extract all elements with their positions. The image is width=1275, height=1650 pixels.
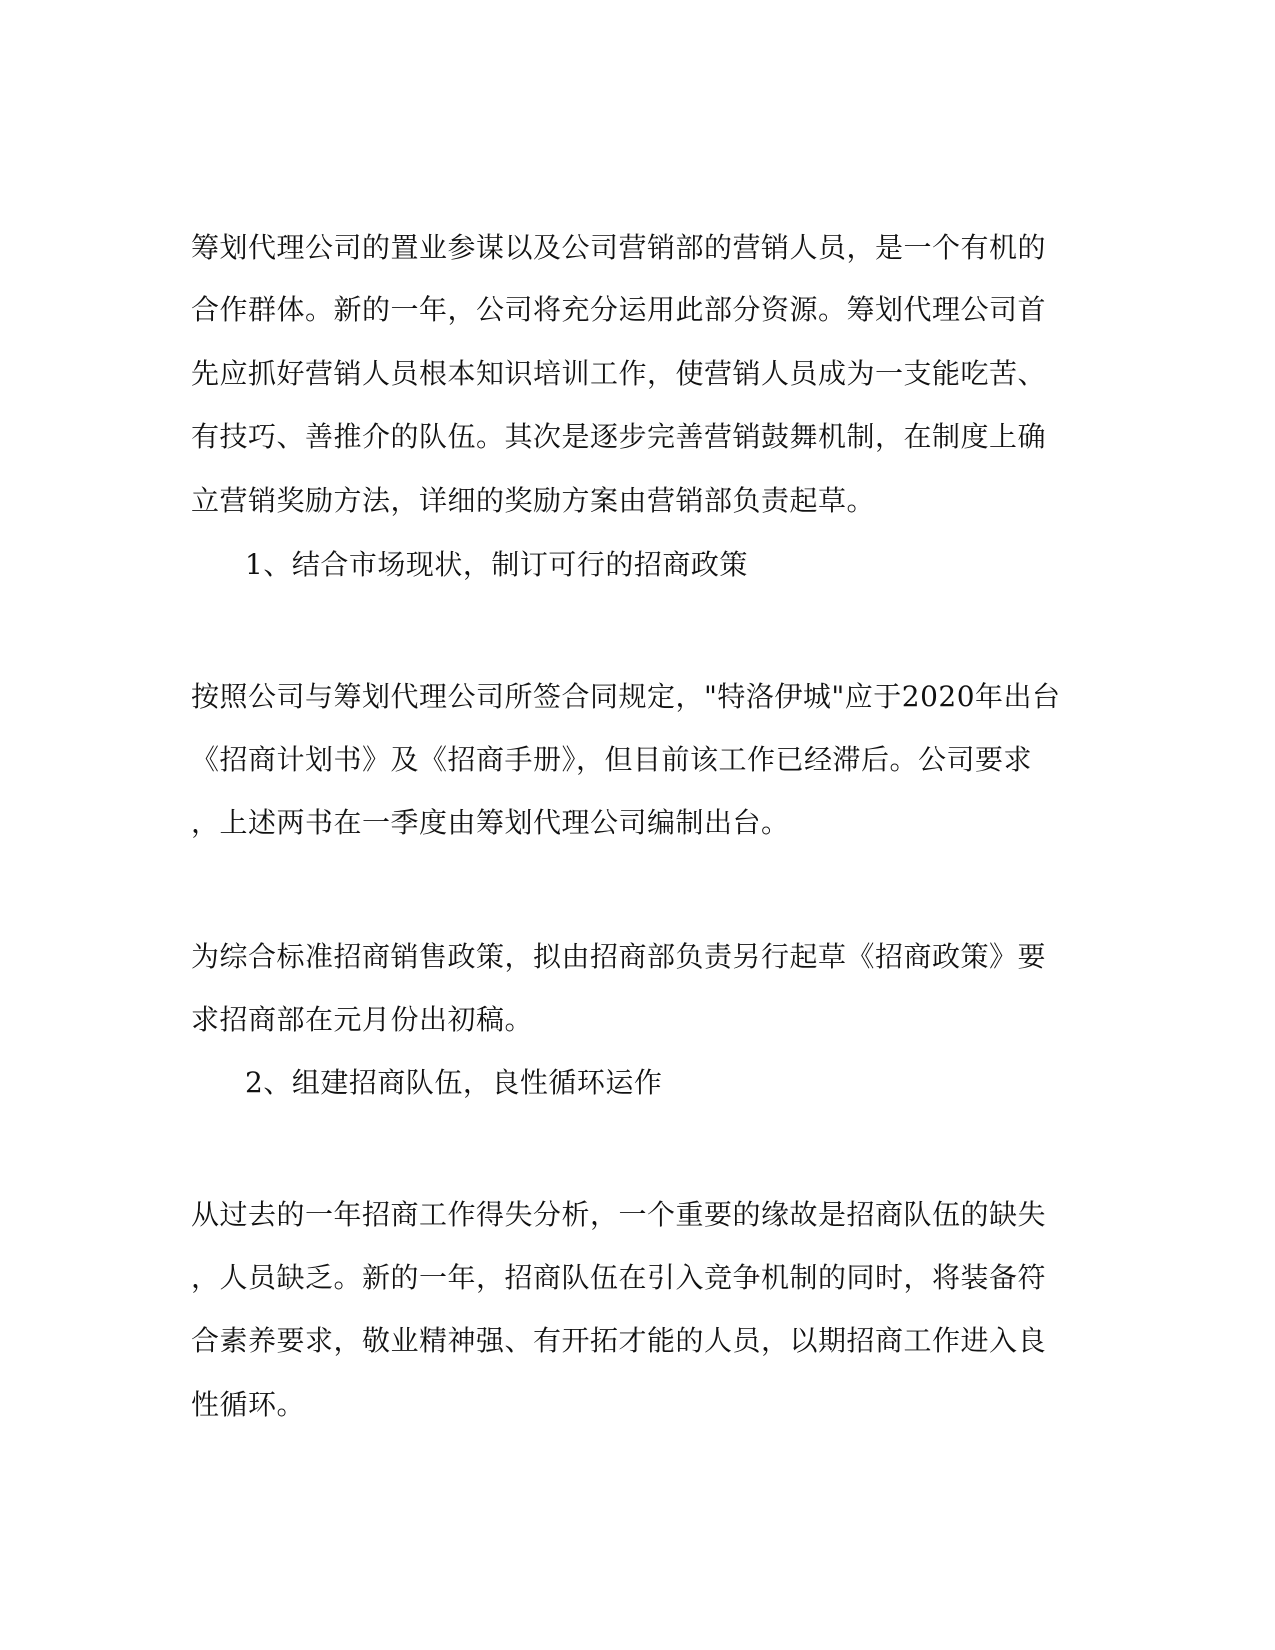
paragraph-1-line-1: 筹划代理公司的置业参谋以及公司营销部的营销人员，是一个有机的 — [191, 231, 1047, 264]
paragraph-1-line-5: 立营销奖励方法，详细的奖励方案由营销部负责起草。 — [191, 484, 876, 517]
paragraph-1-line-3: 先应抓好营销人员根本知识培训工作，使营销人员成为一支能吃苦、 — [191, 357, 1047, 390]
paragraph-3-line-1: 为综合标准招商销售政策，拟由招商部负责另行起草《招商政策》要 — [191, 940, 1047, 973]
paragraph-4-line-2: ，人员缺乏。新的一年，招商队伍在引入竞争机制的同时，将装备符 — [191, 1261, 1047, 1294]
paragraph-4-line-4: 性循环。 — [191, 1388, 306, 1421]
paragraph-2-line-1: 按照公司与筹划代理公司所签合同规定，"特洛伊城"应于2020年出台 — [191, 680, 1061, 713]
paragraph-1-line-2: 合作群体。新的一年，公司将充分运用此部分资源。筹划代理公司首 — [191, 293, 1047, 326]
paragraph-1-line-4: 有技巧、善推介的队伍。其次是逐步完善营销鼓舞机制，在制度上确 — [191, 420, 1047, 453]
paragraph-2-line-2: 《招商计划书》及《招商手册》，但目前该工作已经滞后。公司要求 — [191, 743, 1033, 776]
paragraph-3-line-2: 求招商部在元月份出初稿。 — [191, 1003, 534, 1036]
paragraph-4-line-3: 合素养要求，敬业精神强、有开拓才能的人员，以期招商工作进入良 — [191, 1324, 1047, 1357]
paragraph-4-line-1: 从过去的一年招商工作得失分析，一个重要的缘故是招商队伍的缺失 — [191, 1198, 1047, 1231]
section-heading-2: 2、组建招商队伍，良性循环运作 — [245, 1066, 663, 1099]
section-heading-1: 1、结合市场现状，制订可行的招商政策 — [245, 548, 748, 581]
paragraph-2-line-3: ，上述两书在一季度由筹划代理公司编制出台。 — [191, 806, 790, 839]
